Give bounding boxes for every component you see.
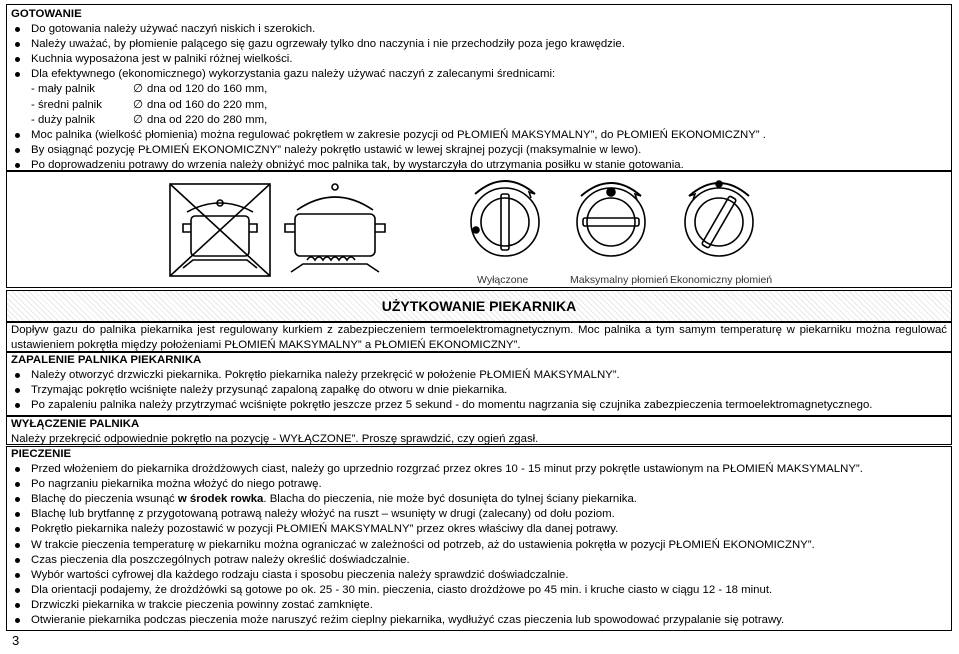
oven-title-box: [6, 290, 952, 322]
list-item: Dla orientacji podajemy, że drożdżówki są gotowe po ok. 25 - 30 min. pieczenia, ciasto drożdżowe po 45 min. i kruche ciasto w ciągu 12 - 18 minut.: [11, 583, 947, 598]
list-item: Drzwiczki piekarnika w trakcie pieczenia powinny zostać zamknięte.: [11, 598, 947, 613]
oven-intro-section: [6, 322, 952, 352]
illustration-section: [6, 171, 952, 288]
knob-label-max: Maksymalny płomień: [570, 274, 669, 286]
off-section: [6, 416, 952, 445]
list-item: Trzymając pokrętło wciśnięte należy przysunąć zapaloną zapałkę do otworu w dnie piekarnika.: [11, 383, 947, 398]
knob-label-off: Wyłączone: [477, 274, 529, 286]
baking-list: [11, 462, 947, 628]
oven-intro: Dopływ gazu do palnika piekarnika jest regulowany kurkiem z zabezpieczeniem termoelektromagnetycznym. Moc palnika a tym samym temperaturę w piekarniku można regulować ustawieniem pokrętła między położeniami PŁOMIEŃ MAKSYMALNY” a PŁOMIEŃ EKONOMICZNY”.: [11, 324, 947, 352]
list-item: Po zapaleniu palnika należy przytrzymać wciśnięte pokrętło jeszcze przez 5 sekund - do momentu nagrzania się czujnika zabezpieczenia termoelektromagnetycznego.: [11, 398, 947, 413]
list-item: Blachę do pieczenia wsunąć w środek rowka. Blacha do pieczenia, nie może być dosunięta do tylnej ściany piekarnika.: [11, 492, 947, 507]
oven-title: UŻYTKOWANIE PIEKARNIKA: [381, 298, 577, 314]
correct-pot-icon: [285, 184, 385, 272]
burner-row: - średni palnik ∅ dna od 160 do 220 mm,: [31, 98, 268, 111]
cooking-list: [11, 22, 945, 82]
cooking-heading: GOTOWANIE: [11, 8, 82, 20]
knob-economic-icon: [685, 181, 753, 256]
list-item: Pokrętło piekarnika należy pozostawić w pozycji PŁOMIEŃ MAKSYMALNY” przez okres właściwy dla danej potrawy.: [11, 522, 947, 537]
list-item: By osiągnąć pozycję PŁOMIEŃ EKONOMICZNY” należy pokrętło ustawić w lewej skrajnej pozycji (maksymalnie w lewo).: [11, 143, 945, 158]
page-number: 3: [12, 633, 20, 648]
list-item: Kuchnia wyposażona jest w palniki różnej wielkości.: [11, 52, 945, 67]
list-item: Przed włożeniem do piekarnika drożdżowych ciast, należy go uprzednio rozgrzać przez okres 10 - 15 minut przy pokrętle ustawionym na PŁOMIEŃ MAKSYMALNY”.: [11, 462, 947, 477]
wrong-pot-icon: [170, 184, 270, 276]
list-item: Do gotowania należy używać naczyń niskich i szerokich.: [11, 22, 945, 37]
list-item: Wybór wartości cyfrowej dla każdego rodzaju ciasta i sposobu pieczenia należy sprawdzić doświadczalnie.: [11, 568, 947, 583]
list-item: Otwieranie piekarnika podczas pieczenia może naruszyć reżim cieplny piekarnika, wydłużyć czas pieczenia lub spowodować przypalanie się potrawy.: [11, 613, 947, 628]
pots-and-knobs-illustration: [7, 172, 951, 287]
list-item: Po nagrzaniu piekarnika można włożyć do niego potrawę.: [11, 477, 947, 492]
ignition-list: [11, 368, 947, 413]
knob-label-economic: Ekonomiczny płomień: [670, 274, 773, 286]
knob-max-icon: [577, 183, 645, 256]
cooking-section: [6, 4, 952, 171]
list-item: Dla efektywnego (ekonomicznego) wykorzystania gazu należy używać naczyń z zalecanymi średnicami:: [11, 67, 945, 82]
list-item: Moc palnika (wielkość płomienia) można regulować pokrętłem w zakresie pozycji od PŁOMIEŃ MAKSYMALNY”, do PŁOMIEŃ EKONOMICZNY” .: [11, 128, 945, 143]
list-item: Należy otworzyć drzwiczki piekarnika. Pokrętło piekarnika należy przekręcić w położenie PŁOMIEŃ MAKSYMALNY”.: [11, 368, 947, 383]
list-item: Blachę lub brytfannę z przygotowaną potrawą należy włożyć na ruszt – wsunięty w drugi (zalecany) od dołu poziom.: [11, 507, 947, 522]
ignition-heading: ZAPALENIE PALNIKA PIEKARNIKA: [11, 354, 202, 366]
off-text: Należy przekręcić odpowiednie pokrętło na pozycję - WYŁĄCZONE”. Proszę sprawdzić, czy ogień zgasł.: [11, 433, 539, 446]
burner-row: - duży palnik ∅ dna od 220 do 280 mm,: [31, 113, 268, 126]
list-item: Należy uważać, by płomienie palącego się gazu ogrzewały tylko dno naczynia i nie przechodziły poza jego krawędzie.: [11, 37, 945, 52]
cooking-list-2: [11, 128, 945, 173]
ignition-section: [6, 352, 952, 416]
page: [4, 4, 955, 650]
burner-row: - mały palnik ∅ dna od 120 do 160 mm,: [31, 83, 268, 96]
knob-off-icon: [471, 181, 539, 256]
list-item: Czas pieczenia dla poszczególnych potraw należy określić doświadczalnie.: [11, 553, 947, 568]
off-heading: WYŁĄCZENIE PALNIKA: [11, 418, 140, 430]
list-item: Po doprowadzeniu potrawy do wrzenia należy obniżyć moc palnika tak, by wystarczyła do utrzymania posiłku w stanie gotowania.: [11, 158, 945, 173]
baking-section: [6, 446, 952, 631]
baking-heading: PIECZENIE: [11, 448, 72, 460]
list-item: W trakcie pieczenia temperaturę w piekarniku można ograniczać w zależności od potrzeb, aż do ustawienia pokrętła w pozycji PŁOMIEŃ EKONOMICZNY”.: [11, 538, 947, 553]
